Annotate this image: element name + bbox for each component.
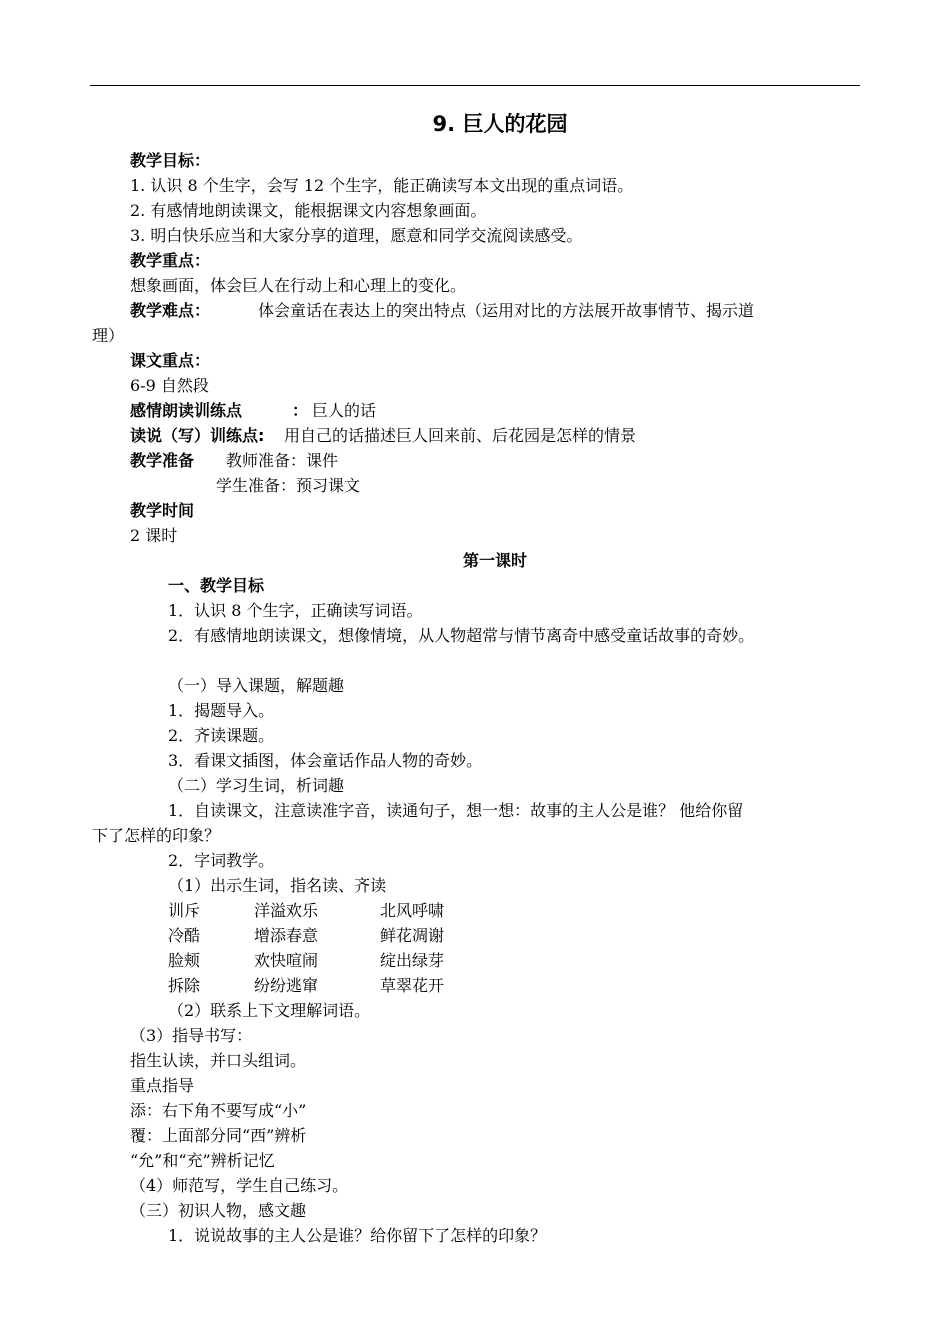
vocab-word: 脸颊 bbox=[168, 951, 201, 970]
part2-sub-1: （1）出示生词，指名读、齐读 bbox=[168, 876, 387, 895]
lesson-goal-heading: 一、教学目标 bbox=[168, 576, 265, 595]
speaking-point-label: 读说（写）训练点: bbox=[130, 426, 265, 445]
part3-heading: （三）初识人物，感文趣 bbox=[130, 1201, 307, 1220]
part1-item-3: 3．看课文插图，体会童话作品人物的奇妙。 bbox=[168, 751, 483, 770]
vocab-word: 北风呼啸 bbox=[380, 901, 445, 920]
part1-item-2: 2．齐读课题。 bbox=[168, 726, 275, 745]
difficulty-text-cont: 理） bbox=[92, 326, 125, 345]
teacher-preparation: 教师准备：课件 bbox=[226, 451, 339, 470]
part2-sub-2: （2）联系上下文理解词语。 bbox=[168, 1001, 371, 1020]
preparation-heading: 教学准备 bbox=[130, 451, 195, 470]
vocabulary-table bbox=[168, 898, 488, 998]
writing-note-5: “允”和“充”辨析记忆 bbox=[130, 1151, 275, 1170]
part1-item-1: 1．揭题导入。 bbox=[168, 701, 275, 720]
lesson-goal-1: 1．认识 8 个生字，正确读写词语。 bbox=[168, 601, 423, 620]
speaking-point-text: 用自己的话描述巨人回来前、后花园是怎样的情景 bbox=[284, 426, 637, 445]
key-point-text: 想象画面，体会巨人在行动上和心理上的变化。 bbox=[130, 276, 467, 295]
vocab-word: 冷酷 bbox=[168, 926, 201, 945]
lesson-title: 第一课时 bbox=[462, 551, 527, 570]
reading-point-text: 巨人的话 bbox=[312, 401, 377, 420]
vocab-word: 欢快喧闹 bbox=[254, 951, 319, 970]
writing-note-1: 指生认读，并口头组词。 bbox=[130, 1051, 307, 1070]
lesson-goal-2: 2．有感情地朗读课文，想像情境，从人物超常与情节离奇中感受童话故事的奇妙。 bbox=[168, 626, 755, 645]
writing-note-3: 添：右下角不要写成“小” bbox=[130, 1101, 307, 1120]
writing-note-4: 覆：上面部分同“西”辨析 bbox=[130, 1126, 307, 1145]
vocab-word: 洋溢欢乐 bbox=[254, 901, 319, 920]
vocab-word: 草翠花开 bbox=[380, 976, 445, 995]
goal-item-2: 2. 有感情地朗读课文，能根据课文内容想象画面。 bbox=[130, 201, 487, 220]
text-focus-text: 6-9 自然段 bbox=[130, 376, 209, 395]
goal-item-1: 1. 认识 8 个生字，会写 12 个生字，能正确读写本文出现的重点词语。 bbox=[130, 176, 634, 195]
time-heading: 教学时间 bbox=[130, 501, 195, 520]
vocab-word: 拆除 bbox=[168, 976, 201, 995]
difficulty-heading: 教学难点： bbox=[130, 301, 211, 320]
time-text: 2 课时 bbox=[130, 526, 178, 545]
difficulty-text: 体会童话在表达上的突出特点（运用对比的方法展开故事情节、揭示道 bbox=[258, 301, 755, 320]
part2-item-1: 1．自读课文，注意读准字音，读通句子，想一想：故事的主人公是谁？ 他给你留 bbox=[168, 801, 744, 820]
part1-heading: （一）导入课题，解题趣 bbox=[168, 676, 345, 695]
goal-item-3: 3. 明白快乐应当和大家分享的道理，愿意和同学交流阅读感受。 bbox=[130, 226, 583, 245]
part3-item-1: 1．说说故事的主人公是谁？给你留下了怎样的印象？ bbox=[168, 1226, 547, 1245]
part2-item-2: 2．字词教学。 bbox=[168, 851, 275, 870]
reading-point-label: 感情朗读训练点 bbox=[130, 401, 243, 420]
part2-sub-3: （3）指导书写： bbox=[130, 1026, 253, 1045]
key-point-heading: 教学重点： bbox=[130, 251, 211, 270]
vocab-word: 增添春意 bbox=[254, 926, 319, 945]
vocab-word: 绽出绿芽 bbox=[380, 951, 445, 970]
part2-heading: （二）学习生词，析词趣 bbox=[168, 776, 345, 795]
writing-note-2: 重点指导 bbox=[130, 1076, 195, 1095]
student-preparation: 学生准备：预习课文 bbox=[216, 476, 361, 495]
text-focus-heading: 课文重点： bbox=[130, 351, 211, 370]
goals-heading: 教学目标： bbox=[130, 151, 211, 170]
header-rule bbox=[90, 85, 860, 86]
page-title: 9. 巨人的花园 bbox=[432, 112, 568, 136]
part2-item-1-cont: 下了怎样的印象？ bbox=[92, 826, 221, 845]
vocab-word: 纷纷逃窜 bbox=[254, 976, 319, 995]
vocab-word: 鲜花凋谢 bbox=[380, 926, 445, 945]
vocab-word: 训斥 bbox=[168, 901, 201, 920]
reading-point-sep: ： bbox=[292, 401, 309, 420]
part2-sub-4: （4）师范写，学生自己练习。 bbox=[130, 1176, 349, 1195]
